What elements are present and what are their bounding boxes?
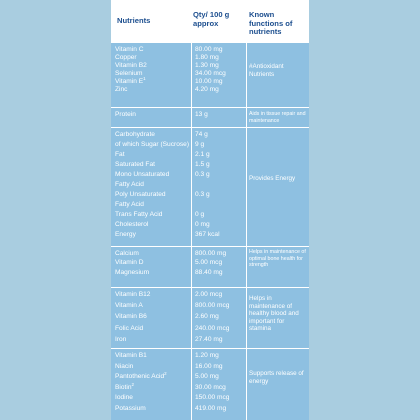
nutrient-qty: 74 g [195,131,208,138]
nutrient-name: Saturated Fat [115,161,155,168]
table-header [111,0,309,42]
nutrient-qty: 2.60 mg [195,313,219,321]
footnote-marker: 1 [143,75,146,81]
nutrient-name: Cholesterol [115,221,149,228]
nutrient-name: Vitamin C [115,46,144,53]
nutrient-name: Fat [115,151,125,158]
nutrient-function: Aids in tissue repair and maintenance [249,111,306,124]
nutrient-name: Poly Unsaturated [115,191,166,198]
nutrient-name: Mono Unsaturated [115,171,170,178]
nutrition-table [111,0,309,420]
nutrient-name: Iodine [115,394,133,402]
nutrients-heading: Nutrients [117,16,151,25]
nutrient-qty: 13 g [195,111,208,118]
nutrient-qty: 27.40 mg [195,335,223,343]
nutrient-qty: 0.3 g [195,191,210,198]
nutrient-qty: 10.00 mg [195,78,223,85]
nutrient-function: #Antioxidant Nutrients [249,63,284,78]
nutrient-function: Supports release of energy [249,370,304,385]
nutrient-name: Vitamin A [115,302,143,310]
nutrient-qty: 34.00 mcg [195,70,226,77]
nutrient-name: Carbohydrate [115,131,155,138]
nutrient-name: Magnesium [115,268,150,276]
nutrient-function: Provides Energy [249,175,296,182]
nutrient-qty: 2.1 g [195,151,210,158]
nutrient-qty: 419.00 mg [195,405,227,412]
nutrient-name: Pantothenic Acid$^2$ [115,371,167,381]
nutrient-qty: 1.80 mg [195,54,219,61]
nutrient-qty: 80.00 mg [195,46,223,53]
nutrient-qty: 0.3 g [195,171,210,178]
nutrient-qty: 5.00 mcg [195,259,223,267]
nutrient-name: Energy [115,231,136,238]
nutrient-name: Calcium [115,250,139,257]
nutrient-qty: 30.00 mcg [195,383,226,391]
nutrient-qty: 2.00 mcg [195,291,223,298]
nutrient-name: Folic Acid [115,324,144,332]
nutrient-qty: 1.20 mg [195,352,219,359]
nutrient-function: Helps in maintenance of healthy blood and important for stamina [249,295,299,333]
nutrient-name: of which Sugar (Sucrose) [115,141,190,148]
nutrient-name: Iron [115,335,127,343]
nutrient-qty: 367 kcal [195,231,220,238]
nutrient-name: Vitamin B6 [115,313,147,321]
footnote-marker: 2 [164,371,167,376]
nutrient-name: Fatty Acid [115,201,144,208]
nutrient-name: Vitamin D [115,259,144,267]
nutrient-name: Trans Fatty Acid [115,211,163,218]
nutrient-name: Fatty Acid [115,181,144,188]
nutrient-name: Copper [115,54,137,61]
nutrient-qty: 0 mg [195,221,210,228]
nutrient-qty: 88.40 mg [195,268,223,276]
nutrient-name: Niacin [115,362,134,370]
nutrient-name: Protein [115,111,136,118]
nutrient-name: Vitamin $E^1$ [115,75,146,85]
nutrient-qty: 240.00 mcg [195,324,230,332]
nutrient-qty: 1.5 g [195,161,210,168]
nutrient-qty: 16.00 mg [195,362,223,370]
nutrient-qty: 150.00 mcg [195,394,230,402]
functions-heading: Known functions of nutrients [249,10,293,37]
nutrient-name: Selenium [115,70,143,77]
nutrient-name: Vitamin B2 [115,62,147,69]
nutrient-qty: 4.20 mg [195,86,219,93]
nutrient-qty: 1.30 mg [195,62,219,69]
nutrient-name: Biotin$^2$ [115,381,135,391]
nutrient-name: Potassium [115,405,146,412]
nutrient-qty: 0 g [195,211,205,218]
nutrient-name: Vitamin B12 [115,291,151,298]
qty-heading: Qty/ 100 g approx [193,10,230,28]
nutrient-qty: 9 g [195,141,205,148]
nutrient-name: Vitamin B1 [115,352,147,359]
nutrient-qty: 800.00 mcg [195,302,230,310]
footnote-marker: 2 [131,381,135,387]
nutrient-function: Helps in maintenance of optimal bone health for strength [249,249,306,268]
nutrient-name: Zinc [115,86,128,93]
nutrient-qty: 800.00 mg [195,250,227,257]
nutrient-qty: 5.00 mg [195,373,219,381]
